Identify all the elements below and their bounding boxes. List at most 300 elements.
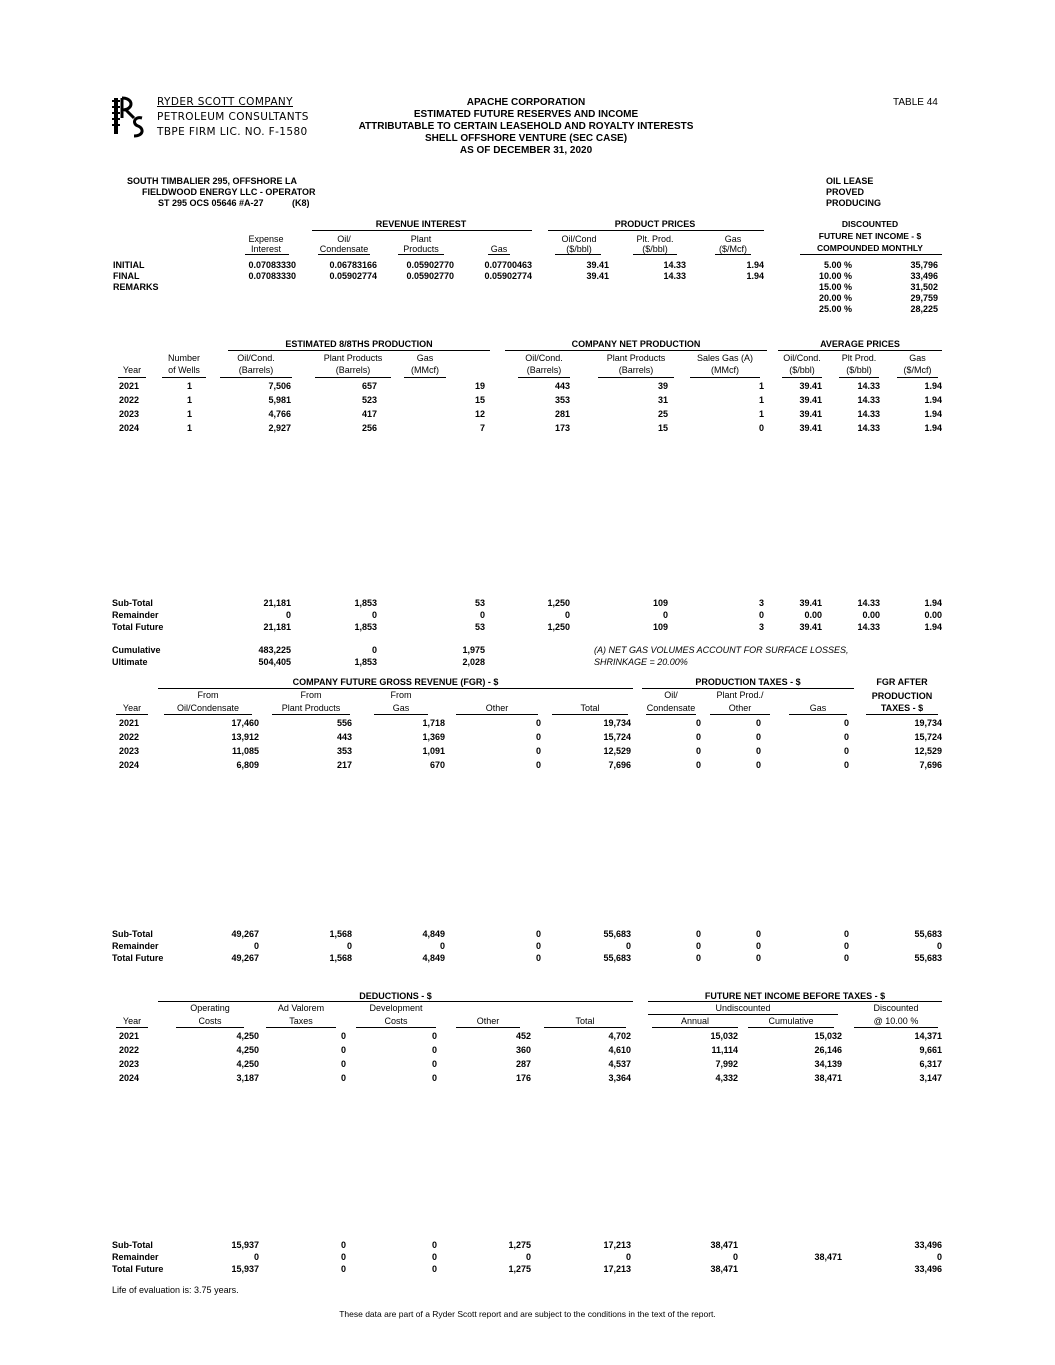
rule — [646, 714, 696, 715]
column-header: Oil/ — [664, 690, 678, 700]
table-cell: 1,275 — [508, 1264, 531, 1274]
rs-logo-icon — [112, 94, 152, 140]
col-head-line: Products — [403, 244, 439, 254]
interest-col-head — [700, 234, 766, 254]
table-cell: 4,250 — [236, 1045, 259, 1055]
table-cell: 452 — [515, 1031, 531, 1041]
rule — [488, 254, 510, 255]
table-cell: 0 — [843, 746, 849, 756]
table-cell: 217 — [336, 760, 352, 770]
table-cell: 483,225 — [258, 645, 291, 655]
col-head-line: Condensate — [319, 244, 369, 254]
header-line: APACHE CORPORATION — [466, 97, 586, 108]
row-label-final: FINAL — [113, 271, 140, 281]
table-cell: 0 — [535, 746, 541, 756]
table-cell: 1,853 — [354, 657, 377, 667]
column-header: Total — [580, 703, 600, 713]
total-label: Sub-Total — [112, 598, 153, 608]
interest-value: 0.05902774 — [329, 271, 377, 281]
table-cell: 0 — [253, 1252, 259, 1262]
table-cell: 1,853 — [354, 622, 377, 632]
table-cell: 4,766 — [268, 409, 291, 419]
interest-value: 0.05902770 — [406, 260, 454, 270]
table-cell: 0 — [695, 953, 701, 963]
column-header: Sales Gas (A) — [696, 353, 754, 363]
col-head-line: Interest — [250, 244, 281, 254]
table-cell: 3 — [758, 622, 764, 632]
table-cell: 4,610 — [608, 1045, 631, 1055]
interest-value: 14.33 — [663, 271, 686, 281]
column-header: @ 10.00 % — [873, 1016, 919, 1026]
table-cell: 1 — [758, 409, 764, 419]
fgr-title: COMPANY FUTURE GROSS REVENUE (FGR) - $ — [292, 677, 499, 687]
table-cell: 1.94 — [924, 409, 942, 419]
avg-prices-title: AVERAGE PRICES — [820, 339, 900, 349]
undiscounted-label: Undiscounted — [715, 1003, 771, 1013]
rule — [164, 714, 252, 715]
year-cell: 2023 — [119, 409, 140, 419]
column-header: Oil/Cond. — [525, 353, 563, 363]
fni-title: FUTURE NET INCOME - $ — [818, 231, 922, 241]
interest-value: 0.07700463 — [484, 260, 532, 270]
table-cell: 1,250 — [547, 598, 570, 608]
table-cell: 0 — [535, 941, 541, 951]
table-cell: 33,496 — [914, 1240, 942, 1250]
column-header: TAXES - $ — [880, 703, 924, 713]
revenue-interest-title: REVENUE INTEREST — [375, 219, 467, 229]
column-header: Gas — [392, 703, 410, 713]
table-cell: 504,405 — [258, 657, 291, 667]
lease-name: SOUTH TIMBALIER 295, OFFSHORE LA — [127, 176, 298, 186]
table-cell: 14.33 — [857, 381, 880, 391]
status-oil-lease: OIL LEASE — [826, 176, 874, 186]
rule — [598, 377, 674, 378]
interest-value: 0.06783166 — [329, 260, 377, 270]
table-cell: 657 — [361, 381, 377, 391]
gas-note-2: SHRINKAGE = 20.00% — [594, 657, 688, 667]
rule — [266, 1027, 336, 1028]
table-cell: 3,147 — [919, 1073, 942, 1083]
col-head-line: Plt. Prod. — [636, 234, 674, 244]
column-header: of Wells — [168, 365, 200, 375]
total-label: Remainder — [112, 941, 159, 951]
table-cell: 1 — [758, 395, 764, 405]
table-cell: 17,213 — [603, 1264, 631, 1274]
interest-col-head — [622, 234, 688, 254]
column-header: (Barrels) — [238, 365, 274, 375]
table-cell: 38,471 — [814, 1073, 842, 1083]
table-cell: 0 — [340, 1240, 346, 1250]
year-cell: 2024 — [119, 423, 140, 433]
total-label: Total Future — [112, 953, 164, 963]
table-cell: 0.00 — [924, 610, 942, 620]
column-header: Costs — [384, 1016, 408, 1026]
column-header: Plant Products — [606, 353, 666, 363]
rule — [782, 377, 822, 378]
rule — [220, 377, 292, 378]
table-cell: 176 — [515, 1073, 531, 1083]
column-header: Ad Valorem — [277, 1003, 325, 1013]
table-cell: 39.41 — [799, 598, 822, 608]
table-cell: 26,146 — [814, 1045, 842, 1055]
table-cell: 0 — [431, 1252, 437, 1262]
total-label: Sub-Total — [112, 929, 153, 939]
table-cell: 0 — [371, 645, 377, 655]
rule — [778, 350, 942, 351]
column-header: From — [197, 690, 219, 700]
column-header: (MMcf) — [411, 365, 439, 375]
rule — [748, 1027, 834, 1028]
total-label: Remainder — [112, 1252, 159, 1262]
header-line: ESTIMATED FUTURE RESERVES AND INCOME — [413, 109, 639, 120]
table-cell: 6,317 — [919, 1059, 942, 1069]
rule — [176, 1027, 244, 1028]
table-cell: 4,849 — [422, 953, 445, 963]
table-cell: 0 — [479, 610, 485, 620]
column-header: Gas — [909, 353, 926, 363]
discount-rate: 15.00 % — [818, 282, 852, 292]
table-cell: 21,181 — [263, 598, 291, 608]
interest-col-head — [311, 234, 377, 254]
interest-col-head — [546, 234, 612, 254]
table-cell: 31 — [657, 395, 668, 405]
interest-value: 1.94 — [746, 271, 764, 281]
interest-col-head — [236, 234, 296, 254]
rule — [854, 1027, 938, 1028]
table-cell: 1,369 — [422, 732, 445, 742]
rule — [398, 254, 444, 255]
table-cell: 33,496 — [914, 1264, 942, 1274]
table-cell: 1,568 — [329, 953, 352, 963]
table-cell: 1.94 — [924, 381, 942, 391]
table-cell: 14.33 — [857, 622, 880, 632]
column-header: (MMcf) — [711, 365, 739, 375]
table-cell: 0 — [755, 718, 761, 728]
table-cell: 15 — [474, 395, 485, 405]
table-cell: 0 — [755, 941, 761, 951]
table-cell: 38,471 — [710, 1240, 738, 1250]
fni-before-taxes-title: FUTURE NET INCOME BEFORE TAXES - $ — [704, 991, 886, 1001]
table-cell: 0 — [564, 610, 570, 620]
column-header: From — [390, 690, 412, 700]
table-cell: 0 — [936, 941, 942, 951]
rule — [866, 714, 938, 715]
table-cell: 0 — [843, 732, 849, 742]
rule — [374, 714, 428, 715]
table-cell: 0 — [843, 929, 849, 939]
rule — [118, 377, 146, 378]
table-cell: 0 — [535, 953, 541, 963]
table-cell: 5,981 — [268, 395, 291, 405]
table-cell: 39.41 — [799, 381, 822, 391]
table-cell: 3,187 — [236, 1073, 259, 1083]
column-header: Gas — [416, 353, 434, 363]
discount-rate: 5.00 % — [823, 260, 852, 270]
rule — [555, 254, 601, 255]
table-cell: 4,332 — [715, 1073, 738, 1083]
table-cell: 0 — [340, 1059, 346, 1069]
interest-col-head — [466, 234, 532, 254]
est-production-title: ESTIMATED 8/8THS PRODUCTION — [285, 339, 433, 349]
rule — [228, 350, 490, 351]
table-cell: 19 — [474, 381, 485, 391]
table-cell: 1 — [186, 409, 192, 419]
discounted-value: 28,225 — [910, 304, 938, 314]
table-cell: 0 — [843, 760, 849, 770]
logo-line-1: RYDER SCOTT COMPANY — [157, 96, 293, 108]
table-cell: 13,912 — [231, 732, 259, 742]
table-cell: 0 — [340, 1252, 346, 1262]
rule — [648, 1001, 942, 1002]
table-cell: 3 — [758, 598, 764, 608]
total-label: Remainder — [112, 610, 159, 620]
discounted-value: 33,496 — [910, 271, 938, 281]
rule — [710, 714, 770, 715]
table-cell: 4,849 — [422, 929, 445, 939]
table-cell: 256 — [361, 423, 377, 433]
column-header: (Barrels) — [335, 365, 371, 375]
column-header: Costs — [198, 1016, 222, 1026]
product-prices-title: PRODUCT PRICES — [614, 219, 696, 229]
column-header: Cumulative — [768, 1016, 814, 1026]
year-cell: 2023 — [119, 1059, 140, 1069]
table-cell: 0.00 — [804, 610, 822, 620]
column-header: ($/Mcf) — [903, 365, 932, 375]
table-cell: 0 — [340, 1264, 346, 1274]
table-cell: 0 — [755, 746, 761, 756]
table-cell: 443 — [336, 732, 352, 742]
discounted-label: Discounted — [873, 1003, 919, 1013]
column-header: Year — [122, 1016, 142, 1026]
rule — [839, 377, 879, 378]
rule — [544, 1027, 626, 1028]
year-cell: 2022 — [119, 1045, 140, 1055]
table-cell: 353 — [554, 395, 570, 405]
col-head-line: Oil/Cond — [561, 234, 597, 244]
net-production-title: COMPANY NET PRODUCTION — [571, 339, 701, 349]
table-cell: 0 — [625, 1252, 631, 1262]
header-line: ATTRIBUTABLE TO CERTAIN LEASEHOLD AND ROYALTY INTERESTS — [358, 121, 694, 132]
column-header: Year — [122, 703, 142, 713]
column-header: Development — [369, 1003, 423, 1013]
table-cell: 1,853 — [354, 598, 377, 608]
prod-taxes-title: PRODUCTION TAXES - $ — [695, 677, 801, 687]
column-header: Other — [485, 703, 509, 713]
table-cell: 0 — [431, 1031, 437, 1041]
total-label: Ultimate — [112, 657, 148, 667]
table-cell: 0 — [695, 929, 701, 939]
table-cell: 0 — [535, 929, 541, 939]
table-cell: 55,683 — [603, 929, 631, 939]
col-head-line: Oil/ — [337, 234, 351, 244]
year-cell: 2021 — [119, 718, 140, 728]
column-header: (Barrels) — [618, 365, 654, 375]
table-cell: 55,683 — [603, 953, 631, 963]
table-cell: 7,506 — [268, 381, 291, 391]
table-cell: 4,250 — [236, 1031, 259, 1041]
table-cell: 6,809 — [236, 760, 259, 770]
rule — [789, 714, 847, 715]
table-cell: 55,683 — [914, 929, 942, 939]
column-header: Condensate — [646, 703, 696, 713]
column-header: Oil/Condensate — [176, 703, 240, 713]
table-cell: 12,529 — [914, 746, 942, 756]
row-label-remarks: REMARKS — [113, 282, 159, 292]
rule — [548, 230, 764, 231]
col-head-line: Expense — [248, 234, 284, 244]
table-cell: 1,275 — [508, 1240, 531, 1250]
header-line: AS OF DECEMBER 31, 2020 — [459, 145, 593, 156]
rule — [116, 1027, 148, 1028]
table-cell: 0 — [346, 941, 352, 951]
table-cell: 9,661 — [919, 1045, 942, 1055]
table-cell: 38,471 — [710, 1264, 738, 1274]
table-cell: 38,471 — [814, 1252, 842, 1262]
column-header: ($/bbl) — [789, 365, 815, 375]
table-cell: 1.94 — [924, 622, 942, 632]
table-cell: 0 — [695, 746, 701, 756]
column-header: Plt Prod. — [841, 353, 877, 363]
table-cell: 14.33 — [857, 395, 880, 405]
column-header: Plant Products — [281, 703, 341, 713]
rule — [116, 714, 148, 715]
table-cell: 15,724 — [603, 732, 631, 742]
table-cell: 417 — [361, 409, 377, 419]
table-cell: 0 — [843, 953, 849, 963]
table-cell: 19,734 — [914, 718, 942, 728]
table-cell: 15,937 — [231, 1240, 259, 1250]
table-cell: 2,028 — [462, 657, 485, 667]
table-cell: 1 — [186, 423, 192, 433]
table-cell: 0 — [340, 1073, 346, 1083]
table-cell: 109 — [652, 598, 668, 608]
fgr-after-title: FGR AFTER — [876, 677, 928, 687]
header-line: SHELL OFFSHORE VENTURE (SEC CASE) — [424, 133, 628, 144]
lease-well: ST 295 OCS 05646 #A-27 — [158, 198, 264, 208]
interest-value: 39.41 — [586, 271, 609, 281]
table-cell: 1 — [186, 395, 192, 405]
status-producing: PRODUCING — [826, 198, 882, 208]
table-cell: 353 — [336, 746, 352, 756]
logo-line-2: PETROLEUM CONSULTANTS — [157, 111, 309, 123]
table-cell: 1.94 — [924, 423, 942, 433]
discounted-value: 35,796 — [910, 260, 938, 270]
discount-rate: 25.00 % — [818, 304, 852, 314]
discounted-value: 29,759 — [910, 293, 938, 303]
total-label: Cumulative — [112, 645, 161, 655]
interest-value: 0.07083330 — [248, 271, 296, 281]
rule — [800, 254, 942, 255]
table-cell: 0 — [253, 941, 259, 951]
table-cell: 0 — [431, 1264, 437, 1274]
table-cell: 25 — [657, 409, 668, 419]
table-cell: 21,181 — [263, 622, 291, 632]
table-cell: 7 — [479, 423, 485, 433]
col-head-line: ($/bbl) — [566, 244, 592, 254]
table-cell: 1,975 — [462, 645, 485, 655]
rule — [318, 254, 370, 255]
table-cell: 0 — [755, 732, 761, 742]
rule — [404, 377, 446, 378]
table-cell: 12,529 — [603, 746, 631, 756]
table-cell: 0 — [695, 941, 701, 951]
col-head-line: ($/Mcf) — [719, 244, 747, 254]
table-cell: 17,213 — [603, 1240, 631, 1250]
interest-value: 0.05902770 — [406, 271, 454, 281]
table-cell: 15 — [657, 423, 668, 433]
logo-line-3: TBPE FIRM LIC. NO. F-1580 — [157, 126, 308, 138]
table-cell: 0 — [758, 423, 764, 433]
total-label: Total Future — [112, 1264, 164, 1274]
table-cell: 173 — [554, 423, 570, 433]
discount-rate: 10.00 % — [818, 271, 852, 281]
rule — [633, 254, 677, 255]
table-cell: 0 — [431, 1059, 437, 1069]
column-header: Oil/Cond. — [237, 353, 275, 363]
year-cell: 2022 — [119, 395, 140, 405]
rule — [158, 688, 633, 689]
year-cell: 2023 — [119, 746, 140, 756]
table-cell: 0 — [625, 941, 631, 951]
table-cell: 55,683 — [914, 953, 942, 963]
table-cell: 0 — [843, 718, 849, 728]
table-cell: 281 — [554, 409, 570, 419]
table-cell: 1,091 — [422, 746, 445, 756]
col-head-line: ($/bbl) — [642, 244, 668, 254]
column-header: Gas — [809, 703, 827, 713]
year-cell: 2022 — [119, 732, 140, 742]
table-cell: 4,250 — [236, 1059, 259, 1069]
table-cell: 14.33 — [857, 409, 880, 419]
table-cell: 0 — [755, 929, 761, 939]
table-cell: 0 — [843, 941, 849, 951]
interest-value: 14.33 — [663, 260, 686, 270]
table-cell: 53 — [474, 622, 485, 632]
year-cell: 2021 — [119, 381, 140, 391]
table-cell: 2,927 — [268, 423, 291, 433]
table-cell: 49,267 — [231, 929, 259, 939]
table-cell: 1.94 — [924, 395, 942, 405]
table-cell: 523 — [361, 395, 377, 405]
table-cell: 0 — [431, 1045, 437, 1055]
table-cell: 39.41 — [799, 409, 822, 419]
table-cell: 0 — [936, 1252, 942, 1262]
company-logo — [112, 94, 309, 142]
rule — [162, 377, 206, 378]
table-cell: 17,460 — [231, 718, 259, 728]
table-cell: 0 — [535, 732, 541, 742]
table-cell: 0 — [431, 1240, 437, 1250]
table-cell: 39.41 — [799, 622, 822, 632]
table-cell: 12 — [474, 409, 485, 419]
rule — [158, 1001, 633, 1002]
column-header: Operating — [190, 1003, 230, 1013]
column-header: Plant Prod./ — [716, 690, 764, 700]
table-cell: 0 — [431, 1073, 437, 1083]
rule — [518, 377, 570, 378]
rule — [456, 1027, 520, 1028]
discounted-value: 31,502 — [910, 282, 938, 292]
rule — [245, 254, 289, 255]
table-cell: 7,696 — [919, 760, 942, 770]
total-label: Total Future — [112, 622, 164, 632]
table-cell: 4,702 — [608, 1031, 631, 1041]
status-proved: PROVED — [826, 187, 865, 197]
column-header: (Barrels) — [526, 365, 562, 375]
table-cell: 360 — [515, 1045, 531, 1055]
interest-value: 1.94 — [746, 260, 764, 270]
table-cell: 0.00 — [862, 610, 880, 620]
